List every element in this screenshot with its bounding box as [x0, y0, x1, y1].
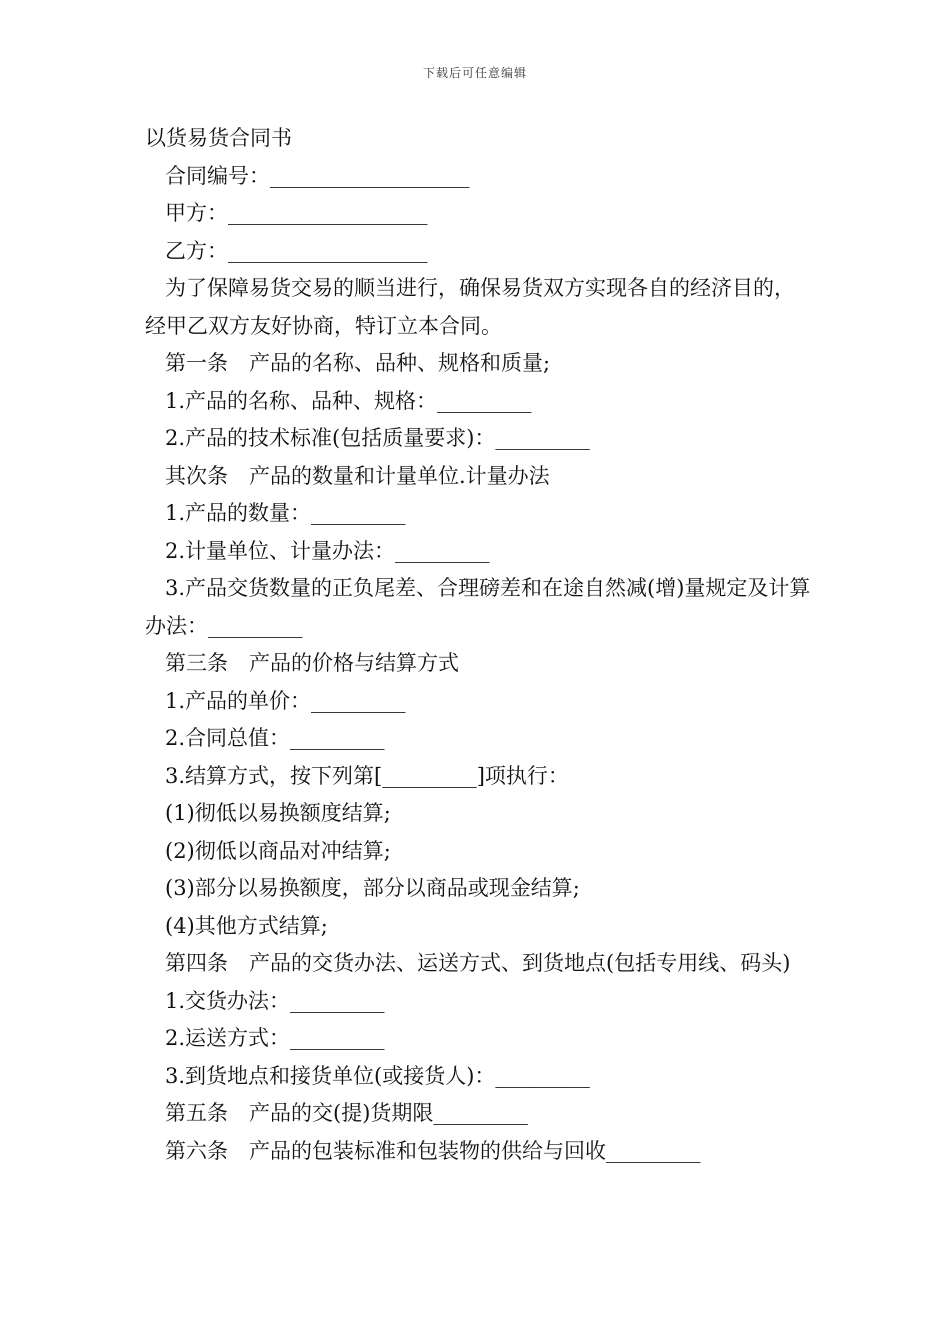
party-b-line: 乙方：___________________ — [165, 238, 428, 263]
article-3-item-3: 3.结算方式，按下列第[_________]项执行： — [165, 763, 569, 788]
article-1-title: 第一条 产品的名称、品种、规格和质量; — [165, 351, 551, 375]
article-4-item-1: 1.交货办法：_________ — [165, 988, 385, 1013]
article-4-title: 第四条 产品的交货办法、运送方式、到货地点(包括专用线、码头) — [165, 951, 791, 975]
page-header-note: 下载后可任意编辑 — [422, 66, 527, 80]
article-3-option-2: (2)彻低以商品对冲结算; — [165, 838, 391, 863]
article-3-title: 第三条 产品的价格与结算方式 — [165, 651, 459, 675]
contract-title: 以货易货合同书 — [145, 126, 292, 150]
article-3-item-1: 1.产品的单价：_________ — [165, 688, 406, 713]
article-2-item-3: 3.产品交货数量的正负尾差、合理磅差和在途自然减(增)量规定及计算办法：_________ — [145, 576, 811, 638]
article-6-title: 第六条 产品的包装标准和包装物的供给与回收_________ — [165, 1138, 701, 1163]
article-3-item-2: 2.合同总值：_________ — [165, 726, 385, 750]
article-3-option-4: (4)其他方式结算; — [165, 913, 328, 938]
contract-number-line: 合同编号：___________________ — [165, 163, 470, 188]
article-3-option-1: (1)彻低以易换额度结算; — [165, 801, 391, 825]
article-2-item-1: 1.产品的数量：_________ — [165, 501, 406, 525]
article-4-item-3: 3.到货地点和接货单位(或接货人)：_________ — [165, 1063, 590, 1088]
article-4-item-2: 2.运送方式：_________ — [165, 1026, 385, 1050]
article-1-item-1: 1.产品的名称、品种、规格：_________ — [165, 388, 532, 413]
article-5-title: 第五条 产品的交(提)货期限_________ — [165, 1101, 528, 1125]
preamble-paragraph: 为了保障易货交易的顺当进行，确保易货双方实现各自的经济目的，经甲乙双方友好协商，特订立本合同。 — [145, 276, 795, 338]
article-2-item-2: 2.计量单位、计量办法：_________ — [165, 538, 490, 563]
article-2-title: 其次条 产品的数量和计量单位.计量办法 — [165, 463, 550, 488]
article-3-option-3: (3)部分以易换额度，部分以商品或现金结算; — [165, 876, 580, 900]
article-1-item-2: 2.产品的技术标准(包括质量要求)：_________ — [165, 426, 590, 450]
contract-document — [145, 120, 815, 1170]
party-a-line: 甲方：___________________ — [165, 201, 428, 225]
